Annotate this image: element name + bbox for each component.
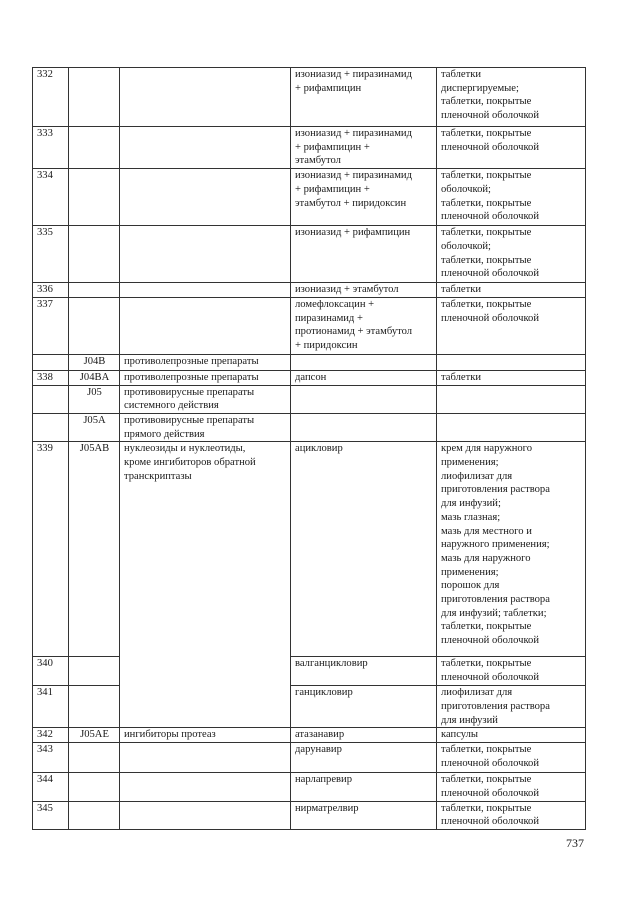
text-line: таблетки, покрытые xyxy=(441,197,532,209)
text-line: пленочной оболочкой xyxy=(441,787,540,799)
anatomical-group-cell xyxy=(120,297,291,354)
row-number-cell: 341 xyxy=(33,686,69,728)
text-line: таблетки, покрытые xyxy=(441,802,532,814)
text-line: для инфузий xyxy=(441,714,498,726)
text-line: этамбутол + пиридоксин xyxy=(295,197,407,209)
anatomical-group-cell xyxy=(120,801,291,829)
table-row xyxy=(33,127,586,169)
text-line: кроме ингибиторов обратной xyxy=(124,457,256,469)
text-line: лиофилизат для xyxy=(441,470,513,482)
table-row xyxy=(33,283,586,298)
text-line: транскриптазы xyxy=(124,470,192,482)
atc-code-cell xyxy=(69,657,120,686)
text-line: изониазид + пиразинамид xyxy=(295,128,412,139)
text-line: приготовления раствора xyxy=(441,484,550,496)
text-line: пиразинамид + xyxy=(295,312,363,324)
page-number: 737 xyxy=(566,836,584,850)
row-number-cell: 336 xyxy=(33,283,69,298)
dosage-form-cell xyxy=(437,297,586,354)
text-line: мазь для наружного xyxy=(441,552,531,564)
atc-code-cell xyxy=(69,773,120,801)
text-line: противовирусные препараты xyxy=(124,386,255,398)
text-line: оболочкой; xyxy=(441,240,491,252)
anatomical-group-cell xyxy=(120,68,291,127)
drug-name-cell xyxy=(291,226,437,283)
text-line: таблетки, покрытые xyxy=(441,96,532,108)
table-row xyxy=(33,657,586,686)
anatomical-group-cell xyxy=(120,226,291,283)
atc-code-cell xyxy=(69,169,120,226)
text-line: ганцикловир xyxy=(295,687,353,699)
text-line: + рифампицин + xyxy=(295,141,370,153)
text-line: ацикловир xyxy=(295,443,343,455)
text-line: крем для наружного xyxy=(441,443,533,455)
text-line: лиофилизат для xyxy=(441,687,513,699)
table-row xyxy=(33,297,586,354)
row-number-cell: 338 xyxy=(33,370,69,385)
table-row xyxy=(33,169,586,226)
atc-code-cell xyxy=(69,283,120,298)
text-line: мазь для местного и xyxy=(441,525,532,537)
text-line: применения; xyxy=(441,566,499,578)
text-line: пленочной оболочкой xyxy=(441,757,540,769)
text-line: таблетки, покрытые xyxy=(441,128,532,139)
drug-name-cell xyxy=(291,370,437,385)
text-line: для инфузий; таблетки; xyxy=(441,607,547,619)
anatomical-group-cell xyxy=(120,743,291,773)
table-row xyxy=(33,686,586,728)
text-line: противолепрозные препараты xyxy=(124,371,259,383)
text-line: пленочной оболочкой xyxy=(441,110,540,122)
text-line: противовирусные препараты xyxy=(124,414,255,426)
anatomical-group-cell xyxy=(120,370,291,385)
text-line: капсулы xyxy=(441,729,479,741)
text-line: пленочной оболочкой xyxy=(441,141,540,153)
drug-name-cell xyxy=(291,413,437,441)
dosage-form-cell xyxy=(437,773,586,801)
dosage-form-cell xyxy=(437,728,586,743)
text-line: таблетки, покрытые xyxy=(441,658,532,670)
drug-name-cell xyxy=(291,442,437,657)
text-line: атазанавир xyxy=(295,729,345,741)
drug-name-cell xyxy=(291,801,437,829)
text-line: ломефлоксацин + xyxy=(295,298,375,310)
drug-name-cell xyxy=(291,283,437,298)
text-line: приготовления раствора xyxy=(441,701,550,713)
row-number-cell: 345 xyxy=(33,801,69,829)
table-row xyxy=(33,68,586,127)
anatomical-group-cell xyxy=(120,169,291,226)
table-row xyxy=(33,370,586,385)
text-line: таблетки xyxy=(441,371,482,383)
drug-name-cell xyxy=(291,354,437,370)
row-number-cell xyxy=(33,354,69,370)
dosage-form-cell xyxy=(437,226,586,283)
drug-name-cell xyxy=(291,297,437,354)
anatomical-group-cell xyxy=(120,442,291,728)
dosage-form-cell xyxy=(437,370,586,385)
atc-code-cell xyxy=(69,68,120,127)
text-line: приготовления раствора xyxy=(441,594,550,606)
text-line: пленочной оболочкой xyxy=(441,816,540,828)
row-number-cell: 340 xyxy=(33,657,69,686)
text-line: изониазид + рифампицин xyxy=(295,227,411,239)
text-line: протионамид + этамбутол xyxy=(295,326,413,338)
text-line: таблетки, покрытые xyxy=(441,621,532,633)
atc-code-cell: J05 xyxy=(69,385,120,413)
text-line: пленочной оболочкой xyxy=(441,312,540,324)
drug-name-cell xyxy=(291,657,437,686)
text-line: применения; xyxy=(441,457,499,469)
dosage-form-cell xyxy=(437,68,586,127)
text-line: валганцикловир xyxy=(295,658,368,670)
atc-code-cell xyxy=(69,297,120,354)
atc-code-cell: J05AE xyxy=(69,728,120,743)
dosage-form-cell xyxy=(437,743,586,773)
dosage-form-cell xyxy=(437,169,586,226)
anatomical-group-cell xyxy=(120,413,291,441)
text-line: таблетки xyxy=(441,284,482,296)
table-row xyxy=(33,226,586,283)
table-row xyxy=(33,728,586,743)
text-line: + пиридоксин xyxy=(295,339,358,351)
atc-code-cell xyxy=(69,801,120,829)
text-line: наружного применения; xyxy=(441,539,550,551)
anatomical-group-cell xyxy=(120,354,291,370)
text-line: пленочной оболочкой xyxy=(441,211,540,223)
atc-code-cell: J05A xyxy=(69,413,120,441)
table-row xyxy=(33,354,586,370)
text-line: таблетки, покрытые xyxy=(441,774,532,786)
text-line: этамбутол xyxy=(295,155,341,167)
text-line: системного действия xyxy=(124,400,219,412)
dosage-form-cell xyxy=(437,657,586,686)
dosage-form-cell xyxy=(437,385,586,413)
dosage-form-cell xyxy=(437,686,586,728)
row-number-cell: 344 xyxy=(33,773,69,801)
row-number-cell: 343 xyxy=(33,743,69,773)
text-line: прямого действия xyxy=(124,428,205,440)
row-number-cell: 342 xyxy=(33,728,69,743)
row-number-cell xyxy=(33,385,69,413)
row-number-cell: 339 xyxy=(33,442,69,657)
atc-code-cell xyxy=(69,743,120,773)
atc-code-cell: J04BA xyxy=(69,370,120,385)
dosage-form-cell xyxy=(437,127,586,169)
text-line: нуклеозиды и нуклеотиды, xyxy=(124,443,246,455)
text-line: порошок для xyxy=(441,580,500,592)
text-line: таблетки, покрытые xyxy=(441,254,532,266)
drug-name-cell xyxy=(291,686,437,728)
atc-code-cell xyxy=(69,226,120,283)
text-line: дапсон xyxy=(295,371,327,383)
anatomical-group-cell xyxy=(120,283,291,298)
text-line: таблетки, покрытые xyxy=(441,744,532,756)
anatomical-group-cell xyxy=(120,385,291,413)
drug-name-cell xyxy=(291,743,437,773)
anatomical-group-cell xyxy=(120,127,291,169)
table-row xyxy=(33,801,586,829)
table-row xyxy=(33,385,586,413)
atc-code-cell: J05AB xyxy=(69,442,120,657)
text-line: противолепрозные препараты xyxy=(124,355,259,367)
text-line: нарлапревир xyxy=(295,774,353,786)
drug-name-cell xyxy=(291,773,437,801)
text-line: + рифампицин xyxy=(295,82,362,94)
table-row xyxy=(33,442,586,657)
atc-code-cell xyxy=(69,127,120,169)
dosage-form-cell xyxy=(437,283,586,298)
dosage-form-cell xyxy=(437,413,586,441)
drug-name-cell xyxy=(291,385,437,413)
dosage-form-cell xyxy=(437,354,586,370)
drug-name-cell xyxy=(291,169,437,226)
row-number-cell: 337 xyxy=(33,297,69,354)
text-line: изониазид + пиразинамид xyxy=(295,170,412,182)
text-line: дарунавир xyxy=(295,744,342,756)
text-line: для инфузий; xyxy=(441,498,501,510)
row-number-cell: 333 xyxy=(33,127,69,169)
text-line: пленочной оболочкой xyxy=(441,268,540,280)
anatomical-group-cell xyxy=(120,773,291,801)
dosage-form-cell xyxy=(437,801,586,829)
table-row xyxy=(33,413,586,441)
table-body xyxy=(33,68,586,830)
text-line: нирматрелвир xyxy=(295,802,359,814)
row-number-cell xyxy=(33,413,69,441)
text-line: диспергируемые; xyxy=(441,82,519,94)
atc-code-cell: J04B xyxy=(69,354,120,370)
text-line: таблетки, покрытые xyxy=(441,227,532,239)
atc-code-cell xyxy=(69,686,120,728)
dosage-form-cell xyxy=(437,442,586,657)
drug-name-cell xyxy=(291,728,437,743)
text-line: таблетки, покрытые xyxy=(441,170,532,182)
row-number-cell: 335 xyxy=(33,226,69,283)
text-line: изониазид + пиразинамид xyxy=(295,69,412,80)
text-line: изониазид + этамбутол xyxy=(295,284,399,296)
text-line: пленочной оболочкой xyxy=(441,672,540,684)
medicines-table xyxy=(32,67,586,830)
text-line: таблетки xyxy=(441,69,482,80)
text-line: оболочкой; xyxy=(441,183,491,195)
text-line: пленочной оболочкой xyxy=(441,635,540,647)
text-line: таблетки, покрытые xyxy=(441,298,532,310)
table-row xyxy=(33,773,586,801)
drug-name-cell xyxy=(291,68,437,127)
row-number-cell: 334 xyxy=(33,169,69,226)
text-line: ингибиторы протеаз xyxy=(124,729,216,741)
text-line: + рифампицин + xyxy=(295,183,370,195)
text-line: мазь глазная; xyxy=(441,511,501,523)
table-row xyxy=(33,743,586,773)
anatomical-group-cell xyxy=(120,728,291,743)
drug-name-cell xyxy=(291,127,437,169)
row-number-cell: 332 xyxy=(33,68,69,127)
